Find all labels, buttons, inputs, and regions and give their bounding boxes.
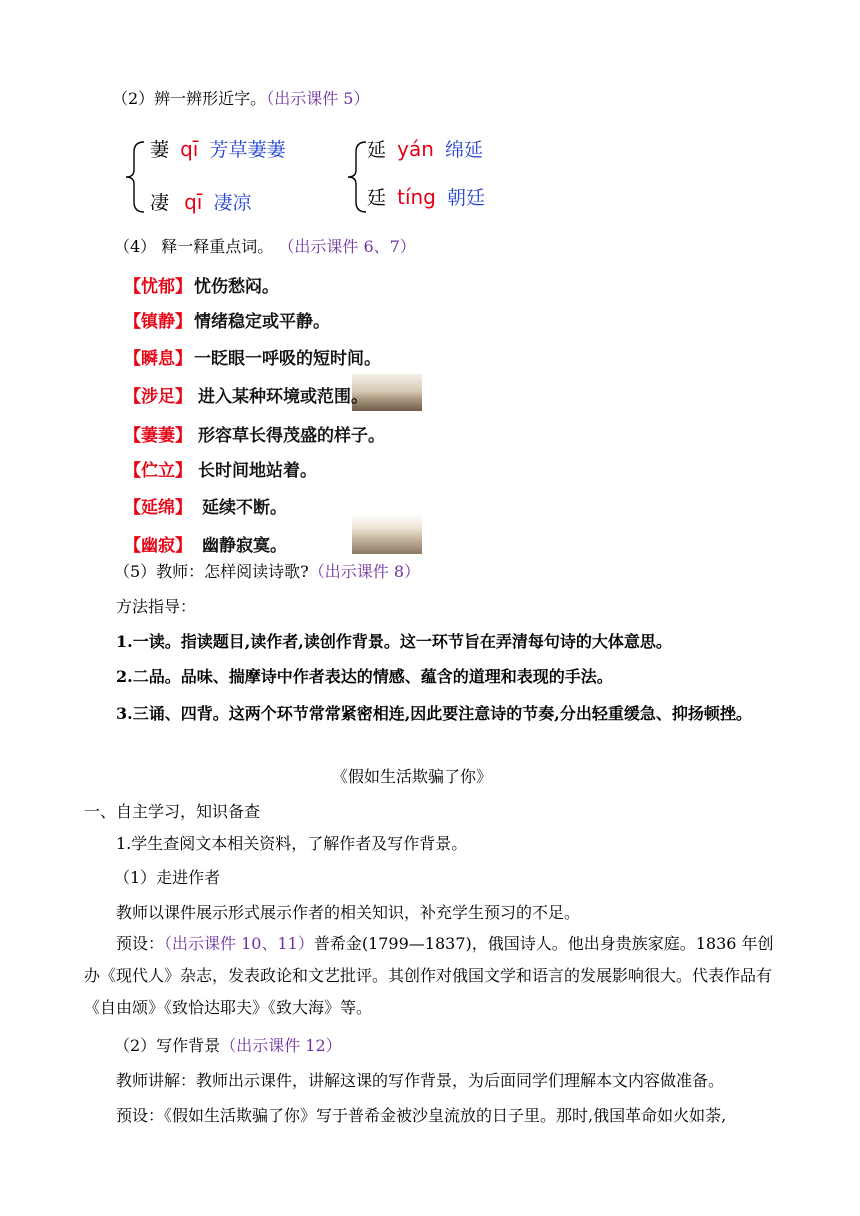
preset-1-paragraph: [84, 928, 784, 1024]
char-row-ting: [367, 182, 485, 212]
term-row: [124, 348, 381, 370]
term-row: [124, 535, 287, 557]
term-label: 【瞬息】: [124, 349, 192, 369]
sub-2-heading: （2）写作背景: [114, 1036, 221, 1055]
term-definition: 延续不断。: [202, 498, 287, 518]
term-definition: 形容草长得茂盛的样子。: [198, 426, 385, 446]
method-item-1: 1.一读。指读题目,读作者,读创作背景。这一环节旨在弄清每句诗的大体意思。: [116, 632, 672, 651]
reed-photo-fragment-bottom: [352, 514, 422, 554]
char-qi1: 萋: [150, 139, 170, 161]
part-1-heading: 一、自主学习，知识备查: [84, 802, 261, 821]
method-item-2: 2.二品。品味、揣摩诗中作者表达的情感、蕴含的道理和表现的手法。: [116, 667, 613, 686]
courseware-5-label: （出示课件 5）: [266, 89, 370, 108]
term-row: [124, 386, 368, 408]
term-definition: 长时间地站着。: [198, 461, 317, 481]
sub-1-heading: （1）走进作者: [114, 868, 221, 887]
preset-1-label: 预设：: [116, 934, 165, 953]
section-2-text: （2）辨一辨形近字。: [112, 89, 267, 108]
term-label: 【萋萋】: [124, 426, 192, 446]
pinyin-ting: tíng: [397, 185, 436, 209]
section-5-line: [114, 562, 420, 582]
section-5-text: （5）教师：怎样阅读诗歌?: [114, 562, 309, 581]
term-label: 【涉足】: [124, 387, 192, 407]
term-definition: 幽静寂寞。: [202, 536, 287, 556]
courseware-10-11-label: （出示课件 10、11）: [164, 934, 314, 953]
term-row: [124, 276, 279, 298]
courseware-6-7-label: （出示课件 6、7）: [278, 237, 416, 256]
term-row: [124, 311, 330, 333]
pinyin-qi2: qī: [184, 190, 203, 214]
courseware-12-label: （出示课件 12）: [220, 1036, 342, 1055]
sub-1-text: 教师以课件展示形式展示作者的相关知识，补充学生预习的不足。: [116, 903, 581, 922]
preset-1-text: 普希金(1799—1837)，俄国诗人。他出身贵族家庭。1836 年创办《现代人》杂志，发表政论和文艺批评。其创作对俄国文学和语言的发展影响很大。代表作品有《自由颂》《致恰达耶夫》《致大海》等。: [84, 934, 774, 1017]
char-row-qi2: [150, 187, 251, 217]
term-label: 【忧郁】: [124, 277, 192, 297]
char-row-yan: [367, 134, 483, 164]
pinyin-qi1: qī: [180, 137, 199, 161]
char-yan: 延: [367, 139, 387, 161]
word-qiliang: 凄凉: [213, 192, 252, 214]
left-brace: [124, 140, 148, 214]
sub-2-line: [114, 1036, 342, 1056]
term-definition: 情绪稳定或平静。: [194, 312, 330, 332]
word-chaoting: 朝廷: [446, 187, 485, 209]
term-row: [124, 425, 385, 447]
courseware-8-label: （出示课件 8）: [308, 562, 421, 581]
poem-title: 《假如生活欺骗了你》: [332, 767, 493, 786]
term-row: [124, 460, 317, 482]
term-label: 【幽寂】: [124, 536, 192, 556]
char-qi2: 凄: [150, 192, 170, 214]
section-4-text: （4） 释一释重点词。: [114, 237, 279, 256]
term-definition: 忧伤愁闷。: [194, 277, 279, 297]
term-label: 【延绵】: [124, 498, 192, 518]
word-mianyan: 绵延: [444, 139, 483, 161]
term-definition: 进入某种环境或范围。: [198, 387, 368, 407]
method-item-3: 3.三诵、四背。这两个环节常常紧密相连,因此要注意诗的节奏,分出轻重缓急、抑扬顿挫。: [116, 704, 752, 723]
term-label: 【镇静】: [124, 312, 192, 332]
term-definition: 一眨眼一呼吸的短时间。: [194, 349, 381, 369]
part-1-item-1: 1.学生查阅文本相关资料，了解作者及写作背景。: [116, 834, 468, 853]
method-title: 方法指导：: [116, 597, 197, 616]
char-ting: 廷: [367, 187, 387, 209]
term-row: [124, 497, 287, 519]
term-label: 【伫立】: [124, 461, 192, 481]
sub-2-text: 教师讲解：教师出示课件，讲解这课的写作背景，为后面同学们理解本文内容做准备。: [116, 1071, 725, 1090]
word-fangcaoqiqi: 芳草萋萋: [209, 139, 286, 161]
section-2-line: [112, 89, 369, 109]
section-4-line: [114, 237, 416, 257]
pinyin-yan: yán: [397, 137, 434, 161]
char-row-qi1: [150, 134, 285, 164]
preset-2-text: 预设：《假如生活欺骗了你》写于普希金被沙皇流放的日子里。那时,俄国革命如火如荼,: [116, 1106, 727, 1125]
